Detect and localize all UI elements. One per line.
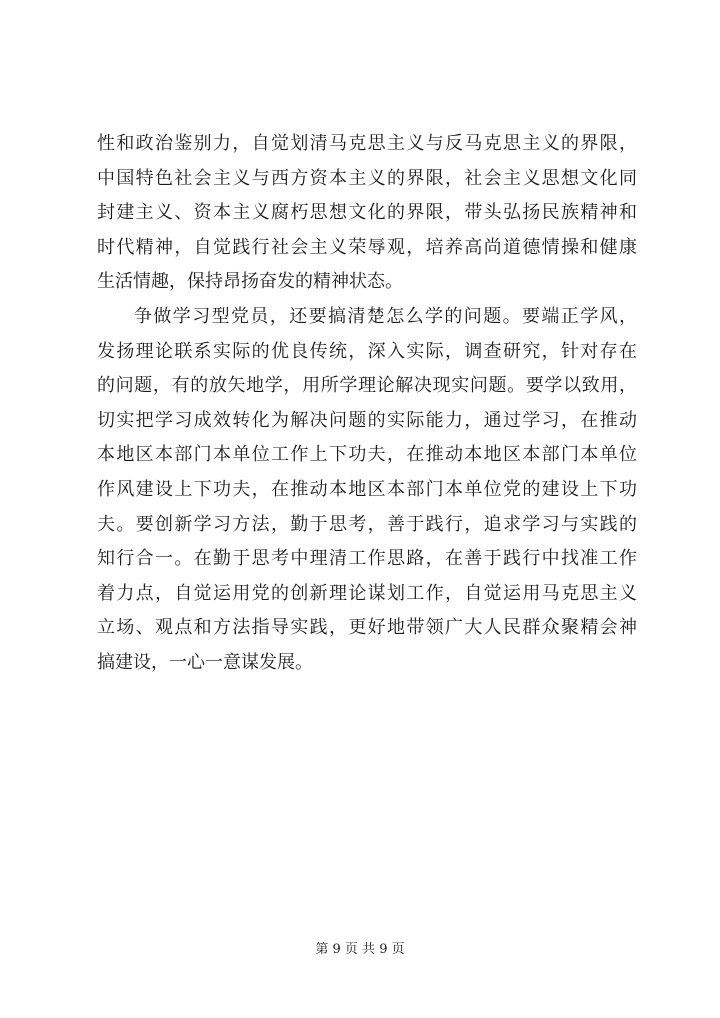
page-number-footer: 第 9 页 共 9 页 xyxy=(315,942,405,957)
text-line: 立场、观点和方法指导实践，更好地带领广大人民群众聚精会神 xyxy=(97,617,637,639)
body-text xyxy=(97,127,637,681)
text-line: 生活情趣，保持昂扬奋发的精神状态。 xyxy=(97,271,403,293)
text-line: 性和政治鉴别力，自觉划清马克思主义与反马克思主义的界限， xyxy=(97,133,637,154)
text-line: 本地区本部门本单位工作上下功夫，在推动本地区本部门本单位 xyxy=(97,444,637,466)
text-line: 发扬理论联系实际的优良传统，深入实际，调查研究，针对存在 xyxy=(97,340,637,362)
text-line: 封建主义、资本主义腐朽思想文化的界限，带头弘扬民族精神和 xyxy=(97,202,637,224)
text-line: 知行合一。在勤于思考中理清工作思路，在善于践行中找准工作 xyxy=(97,548,637,570)
text-line: 着力点，自觉运用党的创新理论谋划工作，自觉运用马克思主义 xyxy=(97,582,637,604)
text-line: 搞建设，一心一意谋发展。 xyxy=(97,651,313,673)
text-line: 的问题，有的放矢地学，用所学理论解决现实问题。要学以致用， xyxy=(97,375,637,397)
text-line: 时代精神，自觉践行社会主义荣辱观，培养高尚道德情操和健康 xyxy=(97,236,637,258)
text-line: 切实把学习成效转化为解决问题的实际能力，通过学习，在推动 xyxy=(97,409,637,431)
text-line: 争做学习型党员，还要搞清楚怎么学的问题。要端正学风， xyxy=(134,305,637,327)
text-line: 作风建设上下功夫，在推动本地区本部门本单位党的建设上下功 xyxy=(97,478,637,500)
text-line: 夫。要创新学习方法，勤于思考，善于践行，追求学习与实践的 xyxy=(97,513,637,535)
text-line: 中国特色社会主义与西方资本主义的界限，社会主义思想文化同 xyxy=(97,167,637,189)
